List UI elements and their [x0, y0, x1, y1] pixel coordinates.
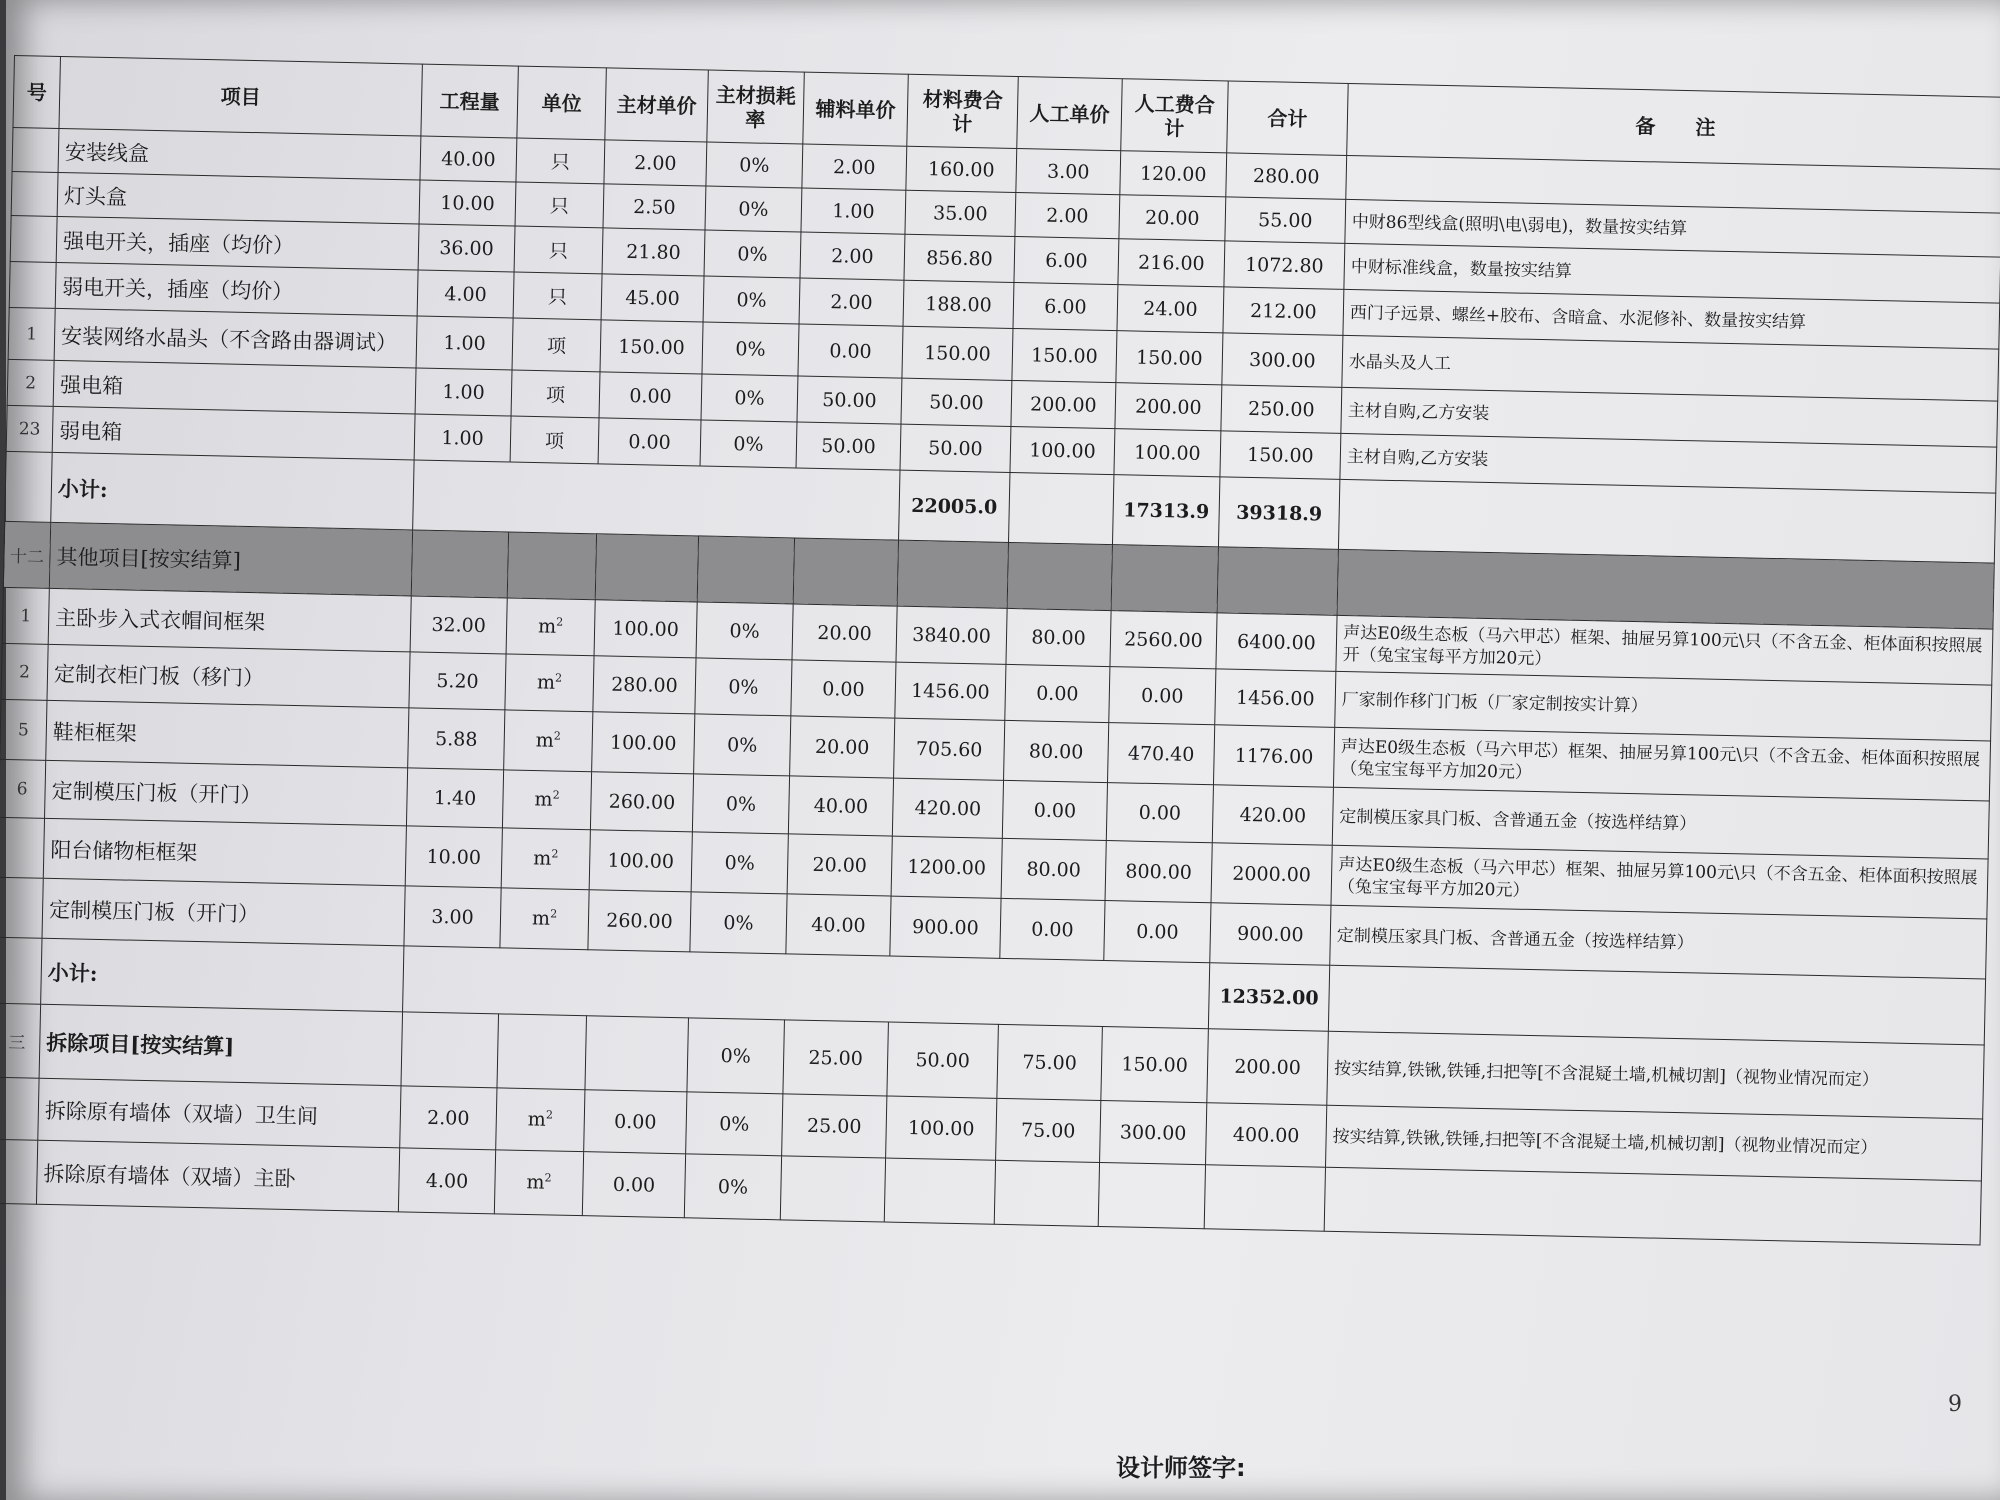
cell-total: 6400.00	[1216, 613, 1337, 672]
cell-idx: 2	[1, 643, 48, 700]
cell-aux: 0.00	[798, 324, 903, 378]
group2-body	[0, 587, 1993, 979]
cell-labor-price: 80.00	[1001, 838, 1106, 900]
cell-labor-total: 200.00	[1115, 383, 1222, 431]
cell-main-price: 280.00	[593, 656, 696, 714]
cell-labor-total: 0.00	[1106, 783, 1213, 843]
cell-loss: 0%	[696, 602, 793, 660]
cell-aux: 50.00	[797, 376, 902, 424]
cell-labor-price: 2.00	[1015, 193, 1120, 239]
cell-total: 280.00	[1226, 153, 1347, 200]
cell-mat-total: 1200.00	[891, 836, 1002, 898]
cell-name: 弱电箱	[52, 406, 415, 460]
unit-superscript: 2	[550, 907, 558, 921]
cell-name: 拆除原有墙体（双墙）卫生间	[38, 1078, 401, 1148]
cell-aux: 2.00	[799, 278, 904, 326]
cell-aux: 0.00	[791, 660, 896, 718]
cell-loss: 0%	[695, 658, 792, 716]
cell-main-price: 0.00	[582, 1152, 685, 1218]
cell-name: 强电开关，插座（均价）	[56, 216, 419, 270]
cell-aux: 50.00	[796, 422, 901, 470]
subtotal-total: 39318.9	[1218, 477, 1339, 549]
cell-labor-price: 6.00	[1014, 237, 1119, 285]
cell-mat-total: 150.00	[902, 326, 1013, 380]
cell-labor-price: 3.00	[1016, 149, 1121, 195]
cell-labor-total: 20.00	[1119, 195, 1226, 241]
cell-labor-total: 0.00	[1109, 667, 1216, 725]
cell-total: 900.00	[1210, 903, 1331, 965]
cell-unit: 项	[512, 318, 601, 372]
cell-main-price: 0.00	[584, 1090, 687, 1154]
cell-unit: $m^2$	[501, 828, 590, 890]
cell-labor-price: 75.00	[996, 1098, 1101, 1162]
cell-name: 安装网络水晶头（不含路由器调试）	[54, 308, 417, 368]
cell-unit: $m^2$	[502, 770, 591, 830]
cell-note: 主材自购,乙方安装	[1341, 387, 1998, 447]
cell-unit: $m^2$	[494, 1150, 583, 1216]
cell-note	[1324, 1167, 1981, 1245]
cell-qty: 1.00	[415, 368, 512, 416]
cell-name: 安装线盒	[58, 128, 421, 180]
cell-note: 按实结算,铁锹,铁锤,扫把等[不含混疑土墙,机械切割]（视物业情况而定）	[1327, 1031, 1984, 1119]
cell-unit: $m^2$	[506, 598, 595, 656]
cell-labor-total: 800.00	[1105, 841, 1212, 903]
cell-labor-price: 6.00	[1013, 282, 1118, 330]
cell-qty: 10.00	[405, 826, 502, 888]
cell-qty: 5.20	[409, 652, 506, 710]
header-item: 项目	[59, 56, 422, 136]
subtotal-total: 12352.00	[1208, 963, 1329, 1031]
cell-unit: 项	[511, 370, 600, 418]
cell-name: 灯头盒	[57, 172, 420, 224]
cell-qty: 4.00	[398, 1148, 495, 1214]
subtotal-label: 小计:	[41, 938, 404, 1012]
cell-qty: 32.00	[410, 596, 507, 654]
cell-note: 中财标准线盒，数量按实结算	[1344, 243, 2000, 303]
cell-loss: 0%	[691, 832, 788, 894]
cell-main-price: 0.00	[599, 372, 702, 420]
cell-name: 定制模压门板（开门）	[45, 760, 408, 826]
header-unit: 单位	[517, 66, 606, 140]
cell-labor-price: 200.00	[1011, 380, 1116, 428]
page-number: 9	[1948, 1392, 1962, 1417]
cell-total: 420.00	[1212, 785, 1333, 846]
cell-unit: 只	[513, 272, 602, 320]
cell-loss: 0%	[706, 142, 803, 188]
cell-unit: 只	[515, 182, 604, 228]
cell-loss: 0%	[700, 420, 797, 468]
signature-label: 设计师签字:	[1116, 1454, 1246, 1482]
cell-total	[1204, 1165, 1325, 1231]
cell-note: 西门子远景、螺丝+胶布、含暗盒、水泥修补、数量按实结算	[1343, 289, 2000, 349]
signature-line	[1254, 1475, 1514, 1476]
cell-labor-total: 120.00	[1120, 151, 1227, 197]
subtotal-label: 小计:	[51, 452, 414, 530]
cell-qty: 1.40	[406, 768, 503, 828]
cell-labor-total	[1098, 1162, 1205, 1228]
cell-loss: 0%	[686, 1092, 783, 1156]
cell-idx: 2	[7, 359, 54, 406]
cell-name: 阳台储物柜框架	[43, 818, 406, 886]
cell-unit: $m^2$	[500, 888, 589, 950]
cell-labor-price: 75.00	[997, 1024, 1103, 1100]
header-idx: 号	[13, 56, 60, 129]
cell-idx: 1	[2, 587, 49, 644]
cell-idx	[10, 215, 57, 262]
cell-total: 400.00	[1206, 1103, 1327, 1167]
cell-name: 主卧步入式衣帽间框架	[48, 588, 411, 652]
cell-loss: 0%	[694, 714, 791, 776]
cell-qty: 5.88	[408, 708, 505, 770]
cell-mat-total: 420.00	[892, 778, 1003, 838]
cell-labor-total: 150.00	[1116, 331, 1223, 385]
cell-main-price: 260.00	[588, 890, 691, 952]
cell-aux: 2.00	[800, 232, 905, 280]
designer-signature	[1116, 1448, 1514, 1483]
cell-aux	[780, 1156, 885, 1222]
header-labor-total: 人工费合计	[1121, 79, 1228, 153]
paper-page	[6, 0, 2000, 1500]
cell-note: 按实结算,铁锹,铁锤,扫把等[不含混疑土墙,机械切割]（视物业情况而定）	[1325, 1105, 1982, 1181]
cell-labor-price: 0.00	[1002, 780, 1107, 840]
cell-labor-price: 80.00	[1004, 720, 1109, 782]
cell-loss: 0%	[690, 892, 787, 954]
cell-name: 强电箱	[53, 360, 416, 414]
cell-labor-price: 150.00	[1012, 328, 1117, 382]
cell-main-price: 45.00	[601, 274, 704, 322]
cell-labor-price: 0.00	[1000, 898, 1105, 960]
cell-note: 声达E0级生态板（马六甲芯）框架、抽屉另算100元\只（不含五金、柜体面积按照展（兔宝宝每平方加20元）	[1333, 727, 1990, 801]
cell-idx: 1	[8, 307, 55, 360]
cell-total: 300.00	[1222, 333, 1343, 388]
cell-unit: 只	[514, 226, 603, 274]
cell-total: 212.00	[1223, 287, 1344, 336]
header-main-price: 主材单价	[605, 68, 708, 142]
cell-labor-price: 80.00	[1006, 608, 1111, 666]
cell-idx	[0, 1077, 39, 1140]
header-total: 合计	[1227, 81, 1348, 155]
group1-body	[6, 127, 2000, 493]
cell-mat-total: 50.00	[900, 424, 1011, 472]
cell-idx	[0, 1139, 38, 1204]
cell-loss: 0%	[684, 1154, 781, 1220]
cell-note: 声达E0级生态板（马六甲芯）框架、抽屉另算100元\只（不含五金、柜体面积按照展开（兔宝宝每平方加20元）	[1336, 615, 1993, 685]
header-qty: 工程量	[421, 64, 518, 138]
quote-sheet	[0, 55, 2000, 1245]
cell-idx	[0, 817, 45, 878]
unit-superscript: 2	[556, 615, 564, 629]
cell-loss: 0%	[705, 186, 802, 232]
unit-superscript: 2	[551, 847, 559, 861]
cell-total: 2000.00	[1211, 843, 1332, 905]
cell-main-price: 260.00	[590, 772, 693, 832]
cell-loss: 0%	[704, 230, 801, 278]
cell-mat-total: 35.00	[905, 190, 1016, 236]
cell-aux: 20.00	[790, 716, 895, 778]
cell-loss: 0%	[687, 1018, 785, 1094]
cell-name: 拆除原有墙体（双墙）主卧	[36, 1140, 399, 1212]
header-loss-rate: 主材损耗率	[707, 70, 804, 144]
cell-qty: 1.00	[414, 414, 511, 462]
section-index: 三	[0, 1003, 41, 1078]
cell-loss: 0%	[703, 276, 800, 324]
unit-superscript: 2	[552, 788, 560, 802]
cell-loss: 0%	[702, 322, 799, 376]
cell-aux: 1.00	[801, 188, 906, 234]
cell-qty: 10.00	[419, 180, 516, 226]
cell-name: 鞋柜框架	[46, 700, 409, 768]
cell-main-price: 2.50	[603, 184, 706, 230]
cell-labor-total: 0.00	[1104, 901, 1211, 963]
cell-qty: 36.00	[418, 224, 515, 272]
cell-total: 1456.00	[1215, 669, 1336, 728]
cell-labor-total: 150.00	[1101, 1027, 1209, 1103]
cell-unit: $m^2$	[505, 654, 594, 712]
subtotal-labor-total: 17313.9	[1112, 475, 1219, 547]
header-labor-price: 人工单价	[1017, 77, 1122, 151]
cell-idx	[12, 127, 59, 172]
cell-unit: 项	[510, 416, 599, 464]
section-index: 十二	[3, 521, 50, 588]
cell-total: 1072.80	[1224, 241, 1345, 290]
cell-aux: 20.00	[787, 834, 892, 896]
cell-note: 定制模压家具门板、含普通五金（按选样结算）	[1332, 787, 1989, 859]
cell-total: 1176.00	[1213, 725, 1334, 787]
cell-aux: 40.00	[786, 894, 891, 956]
cell-labor-total: 470.40	[1108, 723, 1215, 785]
cell-idx: 5	[0, 699, 47, 760]
cell-total: 250.00	[1221, 385, 1342, 434]
cell-mat-total: 3840.00	[896, 606, 1007, 664]
cell-idx	[9, 261, 56, 308]
cell-mat-total: 50.00	[887, 1022, 999, 1098]
cell-main-price: 21.80	[602, 228, 705, 276]
cell-labor-total: 300.00	[1100, 1100, 1207, 1164]
cell-total: 150.00	[1220, 431, 1341, 480]
cell-idx: 23	[6, 405, 53, 452]
cell-main-price: 100.00	[589, 830, 692, 892]
cell-mat-total: 50.00	[901, 378, 1012, 426]
cell-main-price: 100.00	[592, 712, 695, 774]
cell-mat-total: 900.00	[890, 896, 1001, 958]
cell-labor-total: 2560.00	[1110, 611, 1217, 669]
cell-total: 200.00	[1207, 1029, 1329, 1105]
cell-labor-price: 0.00	[1005, 664, 1110, 722]
cell-qty: 3.00	[404, 886, 501, 948]
cell-main-price: 150.00	[600, 320, 703, 374]
cell-labor-total: 216.00	[1118, 239, 1225, 287]
unit-superscript: 2	[544, 1171, 552, 1185]
cell-mat-total: 100.00	[886, 1096, 997, 1160]
cell-mat-total: 160.00	[906, 146, 1017, 192]
cell-main-price: 0.00	[598, 418, 701, 466]
section-title: 拆除项目[按实结算]	[39, 1004, 402, 1086]
cell-qty: 40.00	[420, 136, 517, 182]
cell-idx: 6	[0, 759, 46, 818]
header-note: 备 注	[1347, 83, 2000, 169]
cell-mat-total	[884, 1158, 995, 1224]
cell-qty: 1.00	[416, 316, 513, 370]
cell-note: 声达E0级生态板（马六甲芯）框架、抽屉另算100元\只（不含五金、柜体面积按照展（兔宝宝每平方加20元）	[1331, 845, 1988, 919]
quotation-table	[0, 55, 2000, 1245]
cell-aux: 40.00	[788, 776, 893, 836]
cell-idx	[11, 171, 58, 216]
cell-note: 定制模压家具门板、含普通五金（按选样结算）	[1330, 905, 1987, 979]
cell-main-price: 2.00	[604, 140, 707, 186]
cell-labor-total: 24.00	[1117, 285, 1224, 333]
cell-labor-price	[994, 1160, 1099, 1226]
header-mat-total: 材料费合计	[907, 74, 1018, 148]
cell-unit: $m^2$	[496, 1088, 585, 1152]
cell-main-price: 100.00	[594, 600, 697, 658]
cell-loss: 0%	[692, 774, 789, 834]
unit-superscript: 2	[553, 729, 562, 743]
cell-note: 主材自购,乙方安装	[1340, 433, 1997, 493]
cell-aux: 2.00	[802, 144, 907, 190]
cell-note: 厂家制作移门门板（厂家定制按实计算）	[1335, 671, 1992, 741]
cell-unit: 只	[516, 138, 605, 184]
cell-labor-price: 100.00	[1010, 426, 1115, 474]
unit-superscript: 2	[545, 1108, 554, 1122]
cell-aux: 25.00	[783, 1020, 889, 1096]
cell-aux: 25.00	[782, 1094, 887, 1158]
cell-labor-total: 100.00	[1114, 429, 1221, 477]
cell-unit: $m^2$	[504, 710, 593, 772]
section-title: 其他项目[按实结算]	[49, 522, 412, 596]
cell-aux: 20.00	[792, 604, 897, 662]
header-aux-price: 辅料单价	[803, 72, 908, 146]
cell-mat-total: 1456.00	[895, 662, 1006, 720]
cell-name: 定制模压门板（开门）	[42, 878, 405, 946]
cell-qty: 4.00	[417, 270, 514, 318]
cell-loss: 0%	[701, 374, 798, 422]
cell-mat-total: 856.80	[904, 234, 1015, 282]
cell-note: 水晶头及人工	[1342, 335, 1999, 401]
subtotal-mat-total: 22005.0	[899, 470, 1010, 542]
cell-total: 55.00	[1225, 197, 1346, 244]
cell-note: 中财86型线盒(照明\电\弱电)，数量按实结算	[1345, 199, 2000, 257]
cell-name: 弱电开关，插座（均价）	[55, 262, 418, 316]
cell-mat-total: 188.00	[903, 280, 1014, 328]
cell-mat-total: 705.60	[894, 718, 1005, 780]
cell-qty: 2.00	[400, 1086, 497, 1150]
cell-name: 定制衣柜门板（移门）	[47, 644, 410, 708]
unit-superscript: 2	[554, 671, 563, 685]
cell-idx	[0, 877, 43, 938]
